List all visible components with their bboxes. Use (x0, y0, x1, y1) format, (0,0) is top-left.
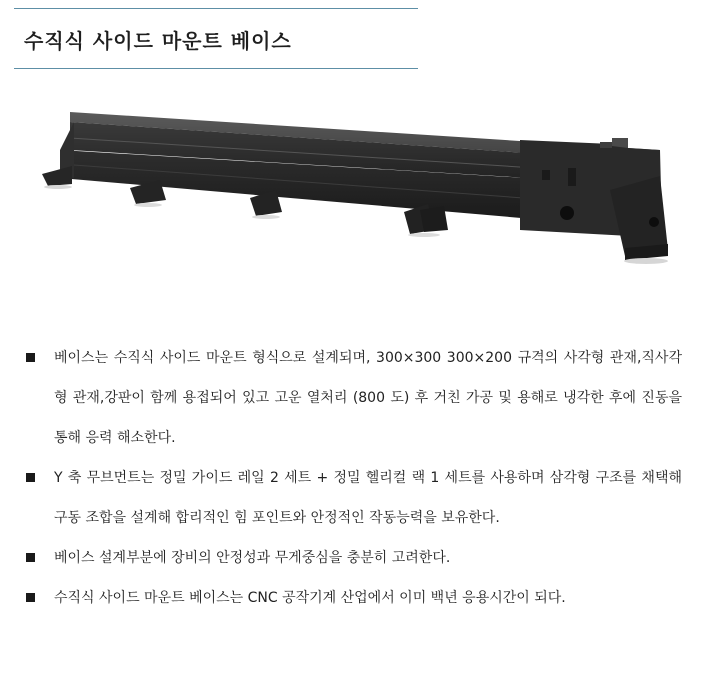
list-item (22, 578, 682, 618)
square-bullet-icon (26, 473, 35, 482)
list-item (22, 458, 682, 538)
feature-list (22, 338, 682, 618)
list-item-text: 수직식 사이드 마운트 베이스는 CNC 공작기계 산업에서 이미 백년 응용시간이 되다. (54, 590, 566, 606)
title-rule-bottom (14, 68, 418, 69)
machine-base-image (0, 80, 709, 310)
list-item-text: 베이스 설계부분에 장비의 안정성과 무게중심을 충분히 고려한다. (54, 550, 451, 566)
square-bullet-icon (26, 553, 35, 562)
square-bullet-icon (26, 593, 35, 602)
title-rule-top (14, 8, 418, 9)
list-item-text: 베이스는 수직식 사이드 마운트 형식으로 설계되며, 300×300 300×200 규격의 사각형 관재,직사각형 관재,강판이 함께 용접되어 있고 고운 열처리 (800 도) 후 거친 가공 및 용해로 냉각한 후에 진동을 통해 응력 해소한다. (54, 350, 682, 446)
list-item (22, 338, 682, 458)
title-block (14, 8, 418, 70)
page-title: 수직식 사이드 마운트 베이스 (24, 29, 292, 53)
list-item-text: Y 축 무브먼트는 정밀 가이드 레일 2 세트 + 정밀 헬리컬 랙 1 세트를 사용하며 삼각형 구조를 채택해 구동 조합을 설계해 합리적인 힘 포인트와 안정적인 작동능력을 보유한다. (54, 470, 682, 526)
machine-base-render-icon (0, 80, 709, 310)
list-item (22, 538, 682, 578)
square-bullet-icon (26, 353, 35, 362)
